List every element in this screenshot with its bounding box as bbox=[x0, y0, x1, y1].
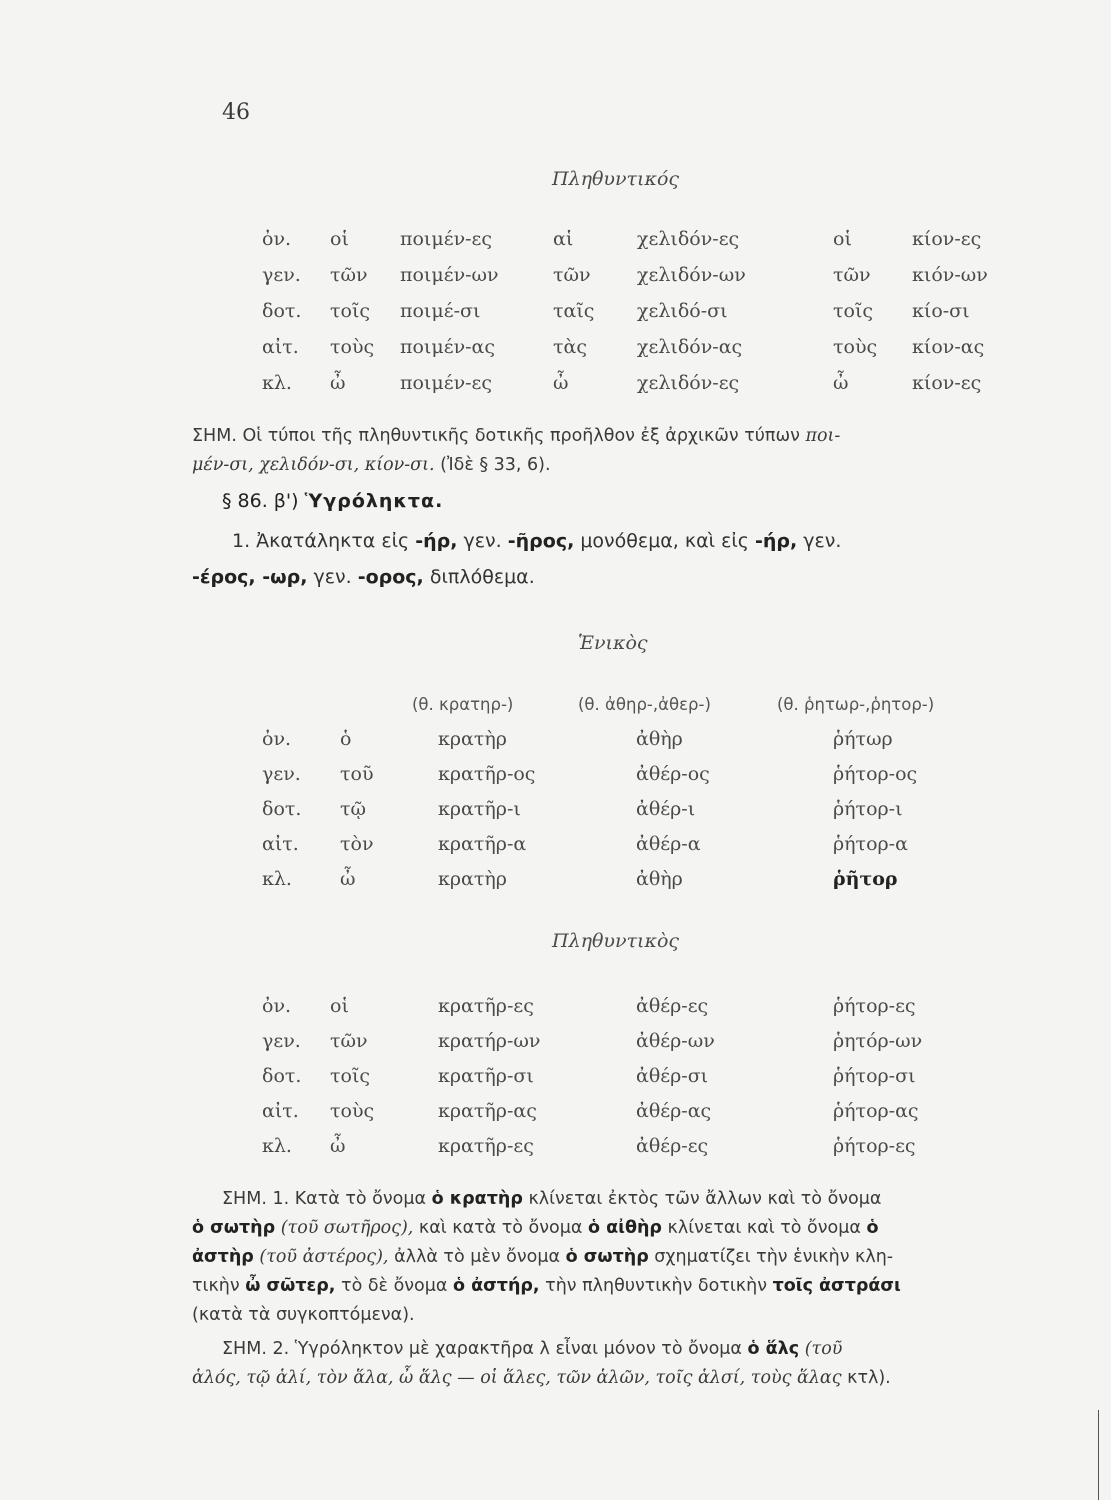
table-cell: τοὺς bbox=[330, 1100, 375, 1122]
table-cell: ὀν. bbox=[262, 995, 292, 1017]
note-1-text: ΣΗΜ. Οἱ τύποι τῆς πληθυντικῆς δοτικῆς προῆλθον ἐξ ἀρχικῶν τύπων bbox=[192, 426, 800, 446]
table-cell: κρατῆρ-ος bbox=[438, 763, 536, 785]
p1-d: μονόθεμα, καὶ εἰς bbox=[580, 530, 749, 552]
table-cell: κρατῆρ-ι bbox=[438, 798, 521, 820]
n3-l1b: ὁ ἅλς bbox=[747, 1339, 800, 1359]
table-cell: τῶν bbox=[833, 264, 871, 286]
p1-b5: -ορος, bbox=[357, 566, 424, 588]
table-cell: γεν. bbox=[262, 264, 301, 286]
table-cell: κρατῆρ-ες bbox=[438, 1135, 534, 1157]
table-cell: γεν. bbox=[262, 763, 301, 785]
table-cell: τὰς bbox=[553, 336, 587, 358]
p1-e: γεν. bbox=[803, 530, 842, 552]
table-cell: κρατῆρ-ες bbox=[438, 995, 534, 1017]
table-cell: τὸν bbox=[340, 833, 374, 855]
table-cell: τοῖς bbox=[833, 300, 874, 322]
table-cell: ὦ bbox=[340, 868, 356, 890]
table-cell: ῥήτορ-α bbox=[833, 833, 908, 855]
table-cell: κρατῆρ-σι bbox=[438, 1065, 534, 1087]
n2-l5: (κατὰ τὰ συγκοπτόμενα). bbox=[192, 1305, 415, 1325]
table-cell: ποιμέν-ες bbox=[400, 228, 493, 250]
n2-l4a: τικὴν bbox=[192, 1276, 240, 1296]
table-cell: ταῖς bbox=[553, 300, 595, 322]
table-cell: χελιδόν-ων bbox=[637, 264, 746, 286]
table-cell: τῶν bbox=[330, 264, 368, 286]
table-cell: κλ. bbox=[262, 1135, 292, 1157]
table-cell: τοῖς bbox=[330, 1065, 371, 1087]
table-cell: χελιδόν-ες bbox=[637, 372, 740, 394]
n2-l4d: ὁ ἀστήρ, bbox=[453, 1276, 540, 1296]
p1-b4: -έρος, -ωρ, bbox=[192, 566, 308, 588]
n2-l3a: ἀστὴρ bbox=[192, 1247, 254, 1267]
table-cell: δοτ. bbox=[262, 798, 302, 820]
p1-f: γεν. bbox=[313, 566, 352, 588]
table-cell: ῥητόρ-ων bbox=[833, 1030, 923, 1052]
note-1-italic-b: μέν-σι, χελιδόν-σι, κίον-σι. bbox=[192, 455, 435, 475]
n3-l1c: (τοῦ bbox=[804, 1339, 843, 1359]
table-cell: ῥήτορ-ος bbox=[833, 763, 918, 785]
n2-l4b: ὦ σῶτερ, bbox=[245, 1276, 336, 1296]
table-cell: κλ. bbox=[262, 372, 292, 394]
table-cell: ὀν. bbox=[262, 728, 292, 750]
singular-heading: Ἑνικὸς bbox=[578, 632, 648, 654]
table-cell: κίον-ες bbox=[912, 372, 982, 394]
table-cell: ῥήτορ-ας bbox=[833, 1100, 919, 1122]
n2-l4e: τὴν πληθυντικὴν δοτικὴν bbox=[545, 1276, 767, 1296]
n2-l3e: σχηματίζει τὴν ἑνικὴν κλη- bbox=[654, 1247, 894, 1267]
table-cell: ὀν. bbox=[262, 228, 292, 250]
table-cell: ἀθὴρ bbox=[636, 728, 683, 750]
table-cell: ῥήτορ-ι bbox=[833, 798, 903, 820]
section-title: Ὑγρόληκτα. bbox=[304, 490, 444, 512]
n3-l2a: ἁλός, τῷ ἁλί, τὸν ἅλα, ὦ ἅλς — οἱ ἅλες, τῶν ἁλῶν, τοῖς ἁλσί, τοὺς ἅλας bbox=[192, 1368, 842, 1388]
table-cell: αἱ bbox=[553, 228, 574, 250]
page-number: 46 bbox=[222, 100, 250, 125]
table-cell: ἀθὴρ bbox=[636, 868, 683, 890]
table-cell: ἀθέρ-ες bbox=[636, 995, 709, 1017]
table-cell: δοτ. bbox=[262, 1065, 302, 1087]
n2-l2c: καὶ κατὰ τὸ ὄνομα bbox=[418, 1218, 583, 1238]
table-cell: τῷ bbox=[340, 798, 367, 820]
table-cell: ῥήτορ-ες bbox=[833, 995, 916, 1017]
p1-g: διπλόθεμα. bbox=[429, 566, 535, 588]
table-cell: κρατὴρ bbox=[438, 728, 507, 750]
n3-l2b: κτλ). bbox=[847, 1368, 891, 1388]
table-cell: τοὺς bbox=[833, 336, 878, 358]
table-cell: τῶν bbox=[553, 264, 591, 286]
table-cell: ὦ bbox=[553, 372, 569, 394]
n2-l2b: (τοῦ σωτῆρος), bbox=[280, 1218, 414, 1238]
n2-l2a: ὁ σωτὴρ bbox=[192, 1218, 276, 1238]
table-cell: οἱ bbox=[833, 228, 852, 250]
table-cell: κλ. bbox=[262, 868, 292, 890]
margin-mark bbox=[1098, 1410, 1099, 1500]
table-cell: οἱ bbox=[330, 228, 349, 250]
theme-header-2: (θ. ἀθηρ-,ἀθερ-) bbox=[578, 695, 711, 714]
table-cell: τοῖς bbox=[330, 300, 371, 322]
section-heading bbox=[222, 490, 443, 512]
table-cell: κρατῆρ-α bbox=[438, 833, 527, 855]
theme-header-1: (θ. κρατηρ-) bbox=[412, 695, 514, 714]
table-cell: ἀθέρ-ων bbox=[636, 1030, 715, 1052]
plural-heading-1: Πληθυντικός bbox=[552, 168, 680, 190]
plural-heading-2: Πληθυντικὸς bbox=[552, 930, 680, 952]
table-cell: ῥήτορ-ες bbox=[833, 1135, 916, 1157]
table-cell: κρατήρ-ων bbox=[438, 1030, 541, 1052]
table-cell: αἰτ. bbox=[262, 833, 299, 855]
table-cell: ὁ bbox=[340, 728, 352, 750]
table-cell: ἀθέρ-α bbox=[636, 833, 701, 855]
n2-l1a: ΣΗΜ. 1. Κατὰ τὸ ὄνομα bbox=[222, 1189, 427, 1209]
table-cell: δοτ. bbox=[262, 300, 302, 322]
p1-b3: -ήρ, bbox=[754, 530, 798, 552]
table-cell: χελιδό-σι bbox=[637, 300, 728, 322]
p1-a: 1. Ἀκατάληκτα εἰς bbox=[232, 530, 410, 552]
table-cell: ὦ bbox=[330, 372, 346, 394]
note-1-ref: (Ἰδὲ § 33, 6). bbox=[440, 455, 551, 475]
table-cell: ποιμέν-ων bbox=[400, 264, 499, 286]
table-cell: ὦ bbox=[330, 1135, 346, 1157]
p1-c: γεν. bbox=[463, 530, 502, 552]
table-cell: οἱ bbox=[330, 995, 349, 1017]
n2-l3b: (τοῦ ἀστέρος), bbox=[259, 1247, 389, 1267]
n2-l3c: ἀλλὰ τὸ μὲν ὄνομα bbox=[394, 1247, 561, 1267]
table-cell: αἰτ. bbox=[262, 336, 299, 358]
theme-header-3: (θ. ῥητωρ-,ῥητορ-) bbox=[777, 695, 935, 714]
table-cell: τοῦ bbox=[340, 763, 374, 785]
table-cell: ἀθέρ-ες bbox=[636, 1135, 709, 1157]
table-cell: ἀθέρ-σι bbox=[636, 1065, 709, 1087]
n2-l3d: ὁ σωτὴρ bbox=[565, 1247, 649, 1267]
table-cell: γεν. bbox=[262, 1030, 301, 1052]
n2-l1c: κλίνεται ἐκτὸς τῶν ἄλλων καὶ τὸ ὄνομα bbox=[528, 1189, 882, 1209]
n2-l2f: ὁ bbox=[866, 1218, 879, 1238]
table-cell: τοὺς bbox=[330, 336, 375, 358]
table-cell: κίον-ες bbox=[912, 228, 982, 250]
table-cell: χελιδόν-ες bbox=[637, 228, 740, 250]
table-cell: ποιμέ-σι bbox=[400, 300, 481, 322]
note-1-italic-a: ποι- bbox=[805, 426, 841, 446]
table-cell: ποιμέν-ας bbox=[400, 336, 496, 358]
n3-l1a: ΣΗΜ. 2. Ὑγρόληκτον μὲ χαρακτῆρα λ εἶναι μόνον τὸ ὄνομα bbox=[222, 1339, 742, 1359]
table-cell: ῥῆτορ bbox=[833, 868, 898, 890]
n2-l4f: τοῖς ἀστράσι bbox=[772, 1276, 901, 1296]
paragraph-1-line-2 bbox=[192, 566, 535, 588]
table-cell: ἀθέρ-ι bbox=[636, 798, 696, 820]
table-cell: κιόν-ων bbox=[912, 264, 988, 286]
table-cell: ῥήτορ-σι bbox=[833, 1065, 916, 1087]
table-cell: κίο-σι bbox=[912, 300, 970, 322]
table-cell: χελιδόν-ας bbox=[637, 336, 743, 358]
table-cell: ἀθέρ-ας bbox=[636, 1100, 712, 1122]
table-cell: ὦ bbox=[833, 372, 849, 394]
n2-l2d: ὁ αἰθὴρ bbox=[587, 1218, 662, 1238]
paragraph-1-line-1 bbox=[232, 530, 841, 552]
table-cell: ποιμέν-ες bbox=[400, 372, 493, 394]
table-cell: ῥήτωρ bbox=[833, 728, 893, 750]
table-cell: αἰτ. bbox=[262, 1100, 299, 1122]
p1-b1: -ήρ, bbox=[415, 530, 458, 552]
table-cell: κρατῆρ-ας bbox=[438, 1100, 537, 1122]
table-cell: τῶν bbox=[330, 1030, 368, 1052]
n2-l2e: κλίνεται καὶ τὸ ὄνομα bbox=[667, 1218, 861, 1238]
table-cell: κρατὴρ bbox=[438, 868, 507, 890]
section-number: § 86. β') bbox=[222, 490, 299, 512]
p1-b2: -ῆρος, bbox=[507, 530, 575, 552]
n2-l4c: τὸ δὲ ὄνομα bbox=[341, 1276, 448, 1296]
table-cell: ἀθέρ-ος bbox=[636, 763, 710, 785]
n2-l1b: ὁ κρατὴρ bbox=[431, 1189, 523, 1209]
table-cell: κίον-ας bbox=[912, 336, 985, 358]
